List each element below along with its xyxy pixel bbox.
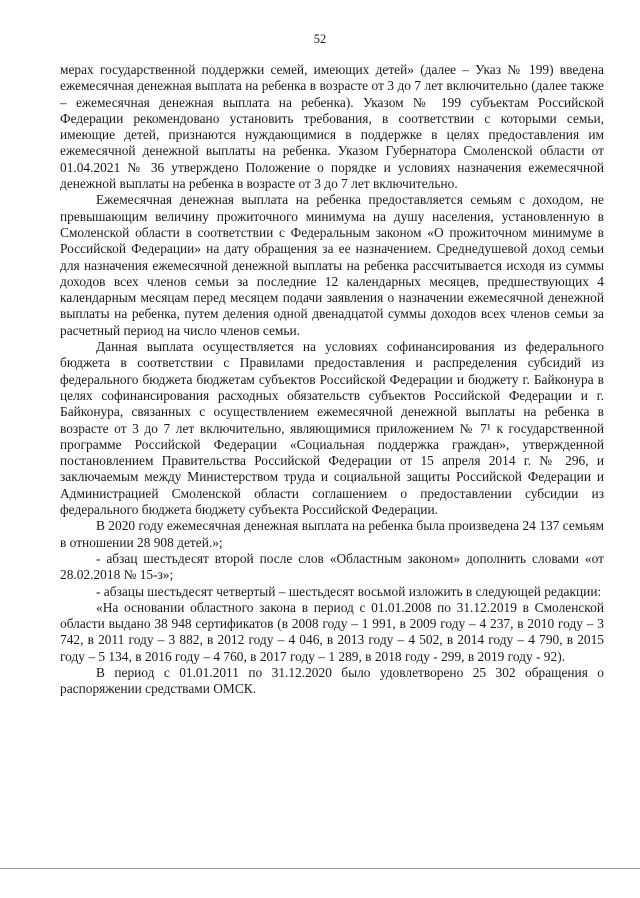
paragraph-amendment-62: - абзац шестьдесят второй после слов «Областным законом» дополнить словами «от 28.02.2018 № 15-з»; xyxy=(60,550,604,583)
paragraph-amendment-64-68: - абзацы шестьдесят четвертый – шестьдесят восьмой изложить в следующей редакции: xyxy=(96,583,602,599)
paragraph-2020-payments: В 2020 году ежемесячная денежная выплата на ребенка была произведена 24 137 семьям в отношении 28 908 детей.»; xyxy=(60,518,604,550)
paragraph-decree-199: мерах государственной поддержки семей, имеющих детей» (далее – Указ № 199) введена ежемесячная денежная выплата на ребенка в возрасте от 3 до 7 лет включительно (далее также – ежемесячная денежная выплата на ребенка). Указом № 199 субъектам Российской Федерации рекомендовано установить требования, в соответствии с которыми семьи, имеющие детей, признаются нуждающимися в поддержке в целях предоставления им ежемесячной денежной выплаты на ребенка. Указом Губернатора Смоленской области от 01.04.2021 № 36 утверждено Положение о порядке и условиях назначения ежемесячной денежной выплаты на ребенка в возрасте от 3 до 7 лет включительно. xyxy=(60,62,604,192)
footer-divider xyxy=(0,868,640,869)
paragraph-cofinancing: Данная выплата осуществляется на условиях софинансирования из федерального бюджета в соответствии с Правилами предоставления и распределения субсидий из федерального бюджета бюджетам субъектов Российской Федерации и бюджету г. Байконура в целях софинансирования расходных обязательств субъектов Российской Федерации и г. Байконура, связанных с осуществлением ежемесячной денежной выплаты на ребенка в возрасте от 3 до 7 лет включительно, являющимися приложением № 7¹ к государственной программе Российской Федерации «Социальная поддержка граждан», утвержденной постановлением Правительства Российской Федерации от 15 апреля 2014 г. № 296, и заключаемым между Министерством труда и социальной защиты Российской Федерации и Администрацией Смоленской области соглашением о предоставлении субсидии из федерального бюджета бюджету субъекта Российской Федерации. xyxy=(60,339,604,518)
paragraph-certificates: «На основании областного закона в период с 01.01.2008 по 31.12.2019 в Смоленской области выдано 38 948 сертификатов (в 2008 году – 1 991, в 2009 году – 4 237, в 2010 году – 3 742, в 2011 году – 3 882, в 2012 году – 4 046, в 2013 году – 4 502, в 2014 году – 4 790, в 2015 году – 5 134, в 2016 году – 4 760, в 2017 году – 1 289, в 2018 году - 299, в 2019 году - 92). xyxy=(60,599,604,664)
paragraph-omsk-requests: В период с 01.01.2011 по 31.12.2020 было удовлетворено 25 302 обращения о распоряжении средствами ОМСК. xyxy=(60,664,604,697)
paragraph-eligibility: Ежемесячная денежная выплата на ребенка предоставляется семьям с доходом, не превышающим величину прожиточного минимума на душу населения, установленную в Смоленской области в соответствии с Федеральным законом «О прожиточном минимуме в Российской Федерации» на дату обращения за ее назначением. Среднедушевой доход семьи для назначения ежемесячной денежной выплаты на ребенка рассчитывается исходя из суммы доходов всех членов семьи за последние 12 календарных месяцев, предшествующих 4 календарным месяцам перед месяцем подачи заявления о назначении ежемесячной денежной выплаты на ребенка, путем деления одной двенадцатой суммы доходов всех членов семьи за расчетный период на число членов семьи. xyxy=(60,192,604,338)
page-number: 52 xyxy=(313,32,327,46)
document-body xyxy=(60,62,604,698)
